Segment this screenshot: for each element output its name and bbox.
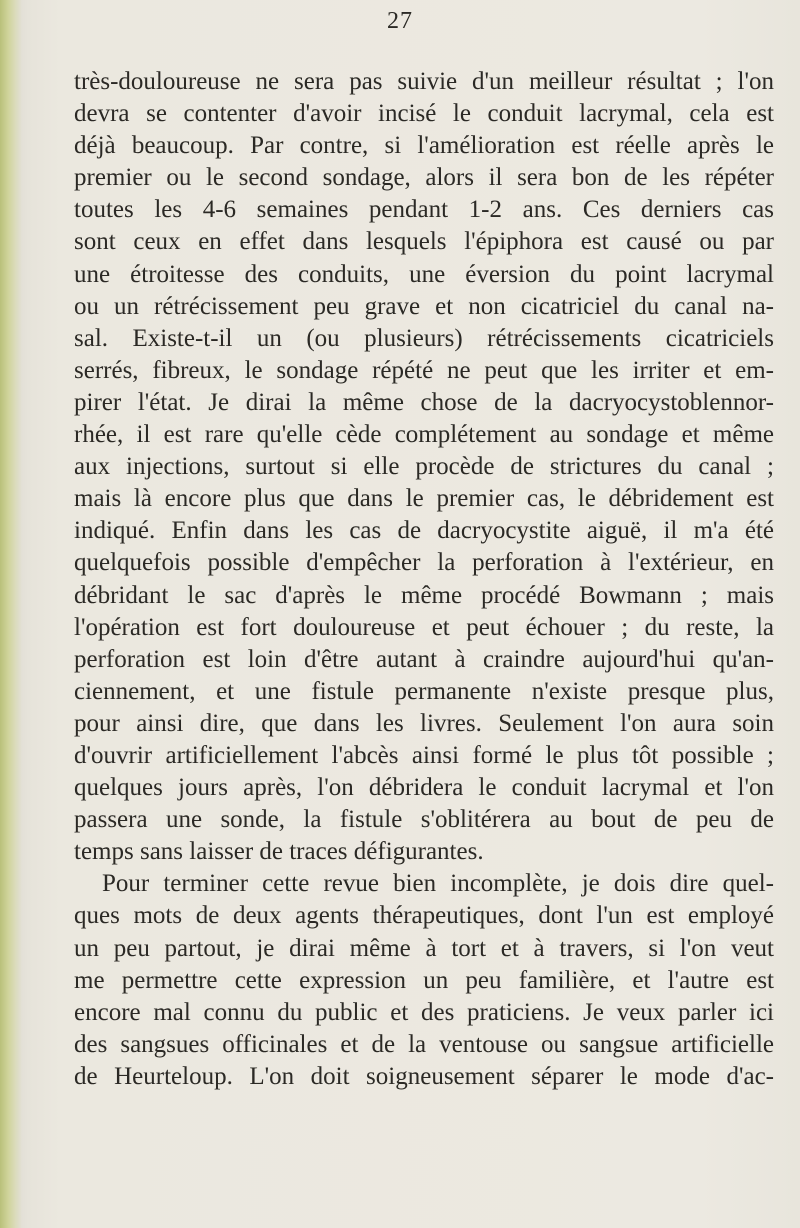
text-line: l'opération est fort douloureuse et peut échouer ; du reste, la — [74, 613, 774, 641]
text-line: aux injections, surtout si elle procède de strictures du canal ; — [74, 453, 774, 481]
text-line: toutes les 4-6 semaines pendant 1-2 ans. Ces derniers cas — [74, 196, 774, 224]
text-line: perforation est loin d'être autant à craindre aujourd'hui qu'an- — [74, 645, 774, 673]
text-line: indiqué. Enfin dans les cas de dacryocystite aiguë, il m'a été — [74, 517, 774, 545]
text-line: d'ouvrir artificiellement l'abcès ainsi formé le plus tôt possible ; — [74, 741, 774, 769]
text-line: de Heurteloup. L'on doit soigneusement séparer le mode d'ac- — [74, 1062, 774, 1090]
text-line: quelques jours après, l'on débridera le conduit lacrymal et l'on — [74, 774, 774, 802]
text-line: mais là encore plus que dans le premier cas, le débridement est — [74, 485, 774, 513]
text-line: ou un rétrécissement peu grave et non cicatriciel du canal na- — [74, 292, 774, 320]
text-line: sal. Existe-t-il un (ou plusieurs) rétrécissements cicatriciels — [74, 324, 774, 352]
body-text — [74, 66, 774, 1093]
text-line: Pour terminer cette revue bien incomplète, je dois dire quel- — [102, 870, 774, 898]
text-line: temps sans laisser de traces défigurantes. — [74, 838, 484, 866]
text-line: quelquefois possible d'empêcher la perforation à l'extérieur, en — [74, 549, 774, 577]
text-line: pour ainsi dire, que dans les livres. Seulement l'on aura soin — [74, 709, 774, 737]
text-line: déjà beaucoup. Par contre, si l'amélioration est réelle après le — [74, 132, 774, 160]
text-line: des sangsues officinales et de la ventouse ou sangsue artificielle — [74, 1030, 774, 1058]
text-line: une étroitesse des conduits, une éversion du point lacrymal — [74, 260, 774, 288]
text-line: débridant le sac d'après le même procédé Bowmann ; mais — [74, 581, 774, 609]
page-binding-edge — [0, 0, 22, 1228]
text-line: premier ou le second sondage, alors il sera bon de les répéter — [74, 164, 774, 192]
text-line: pirer l'état. Je dirai la même chose de la dacryocystoblennor- — [74, 388, 774, 416]
text-line: rhée, il est rare qu'elle cède complétement au sondage et même — [74, 421, 774, 449]
text-line: passera une sonde, la fistule s'oblitérera au bout de peu de — [74, 806, 774, 834]
text-line: devra se contenter d'avoir incisé le conduit lacrymal, cela est — [74, 100, 774, 128]
page-number: 27 — [387, 8, 413, 34]
text-line: sont ceux en effet dans lesquels l'épiphora est causé ou par — [74, 228, 774, 256]
text-line: encore mal connu du public et des praticiens. Je veux parler ici — [74, 998, 774, 1026]
text-line: ciennement, et une fistule permanente n'existe presque plus, — [74, 677, 774, 705]
text-line: serrés, fibreux, le sondage répété ne peut que les irriter et em- — [74, 356, 774, 384]
text-line: me permettre cette expression un peu familière, et l'autre est — [74, 966, 774, 994]
text-line: ques mots de deux agents thérapeutiques, dont l'un est employé — [74, 902, 774, 930]
text-line: très-douloureuse ne sera pas suivie d'un meilleur résultat ; l'on — [74, 68, 774, 95]
text-line: un peu partout, je dirai même à tort et à travers, si l'on veut — [74, 934, 774, 962]
